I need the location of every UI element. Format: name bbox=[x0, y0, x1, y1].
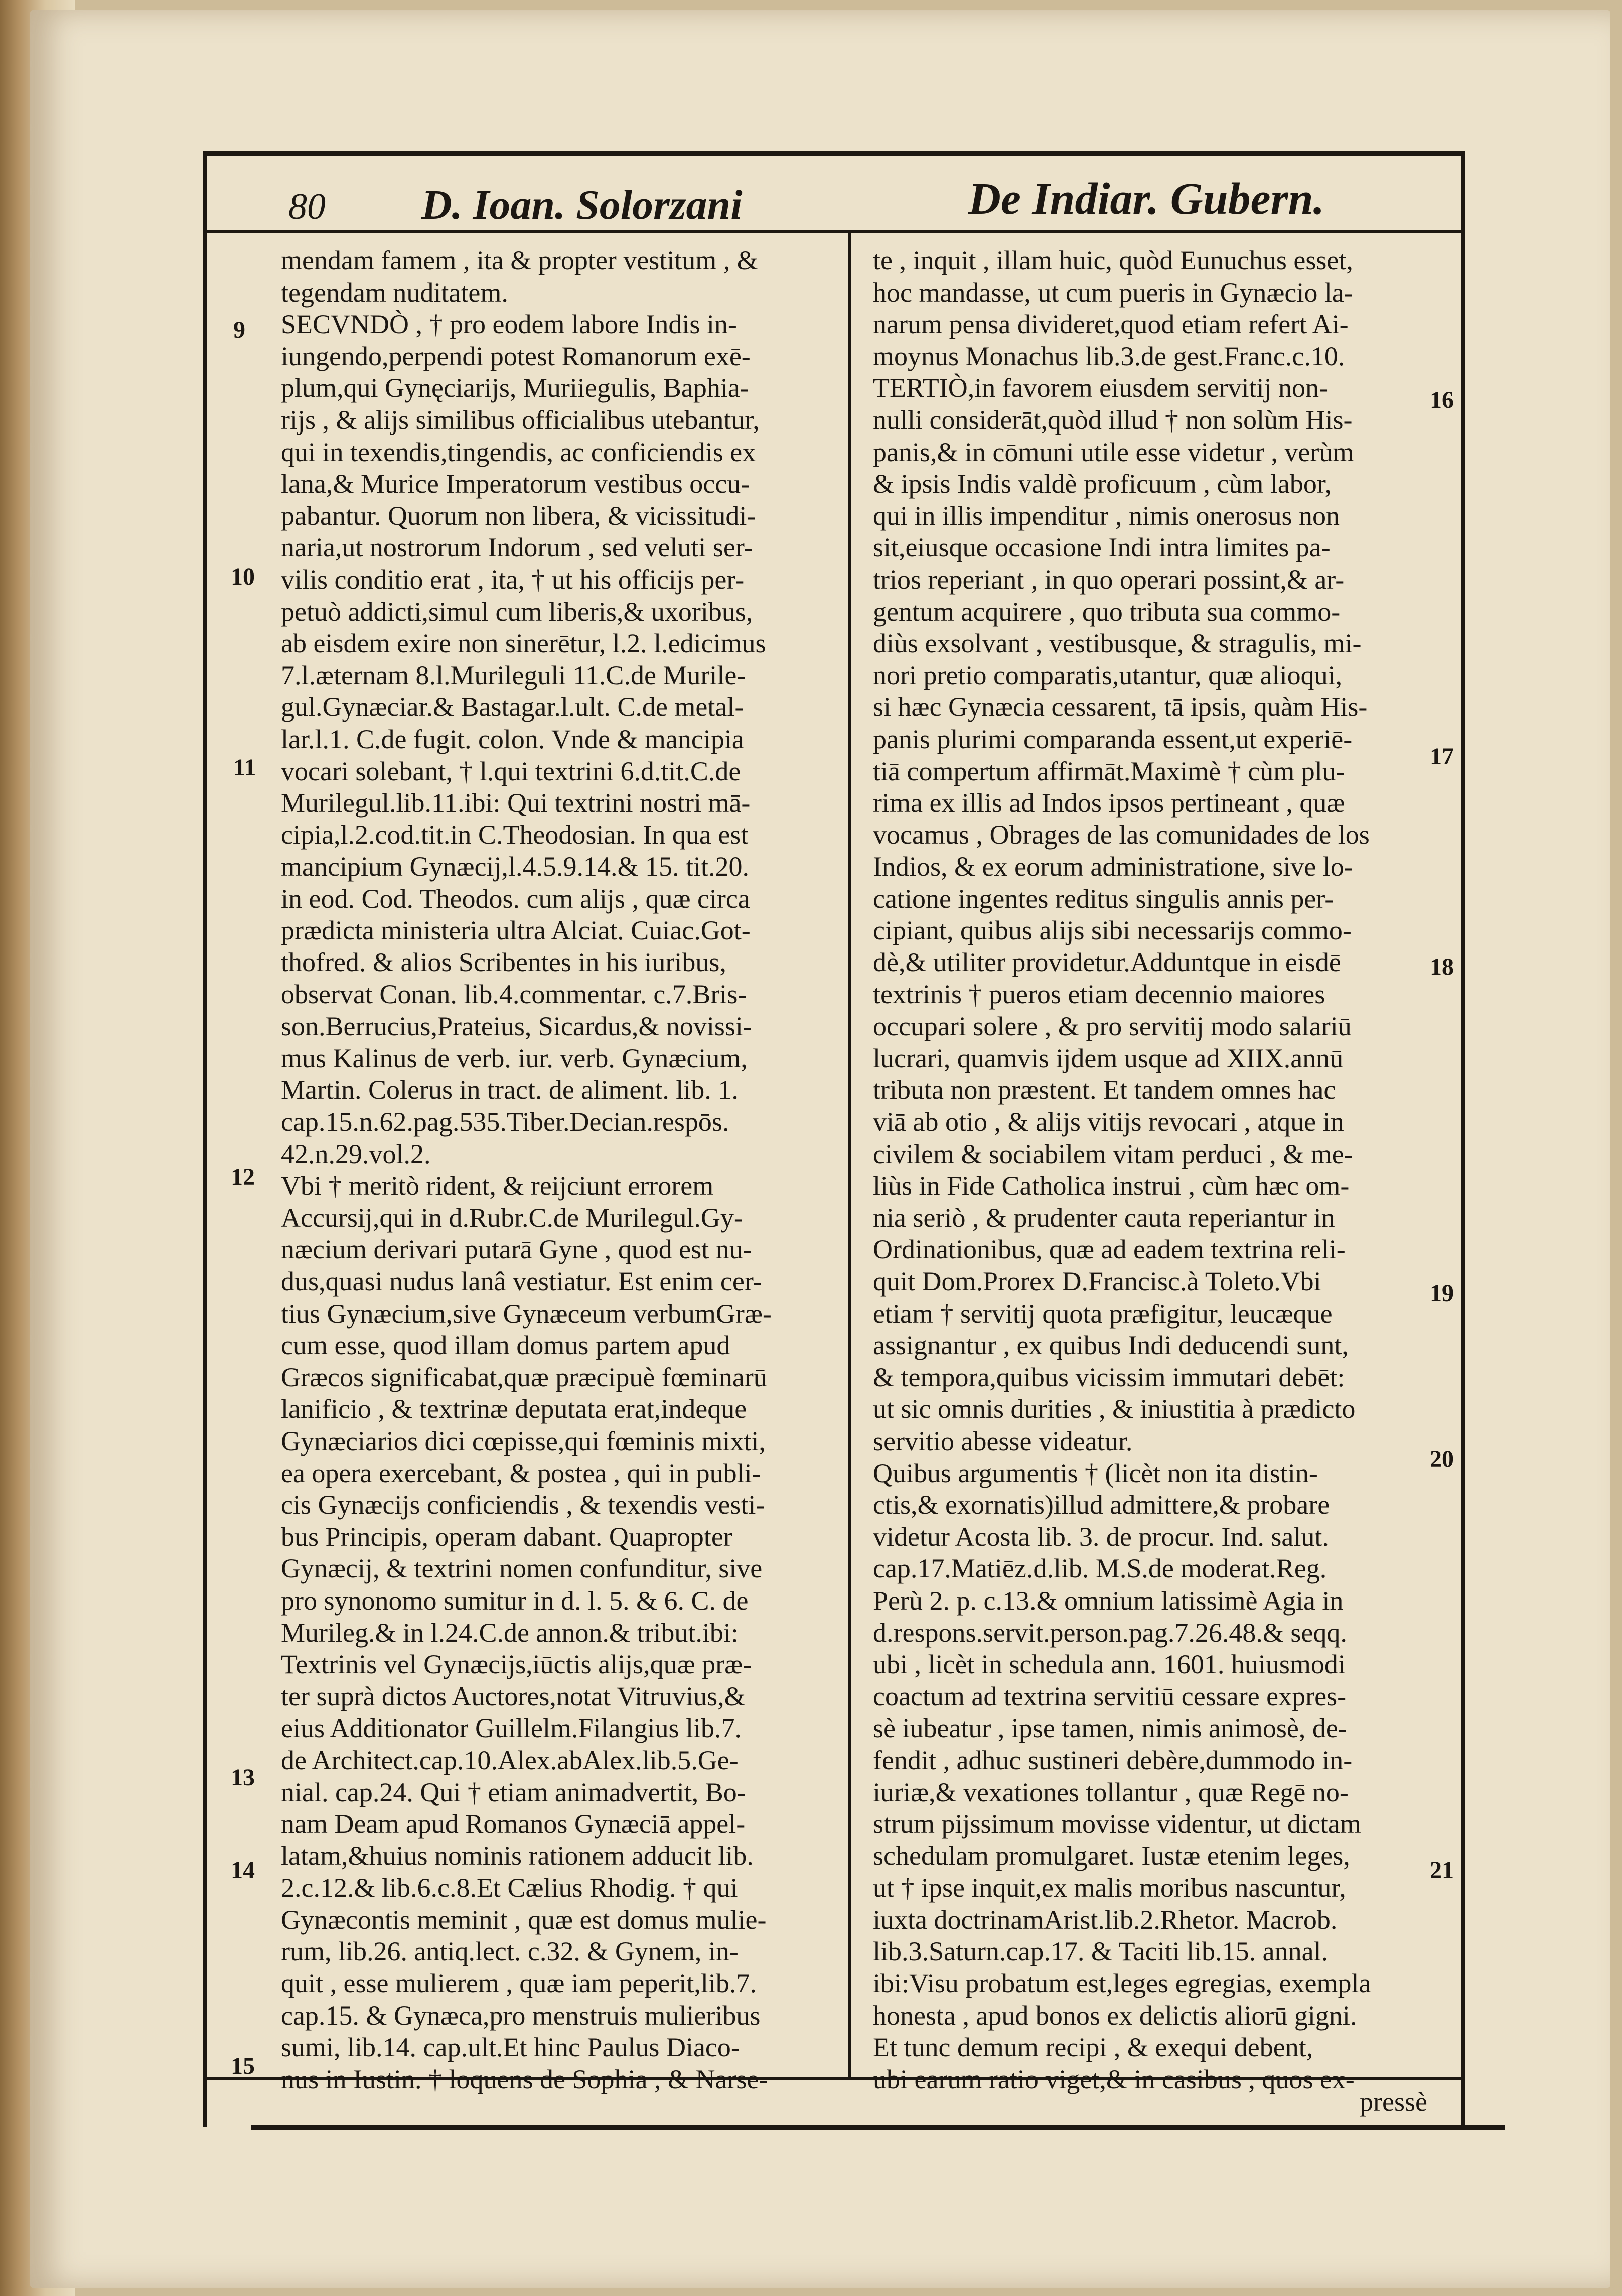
text-line: ibi:Visu probatum est,leges egregias, exempla bbox=[873, 1968, 1371, 1999]
text-line: & tempora,quibus vicissim immutari debēt: bbox=[873, 1362, 1345, 1392]
text-line: videtur Acosta lib. 3. de procur. Ind. salut. bbox=[873, 1521, 1329, 1552]
text-line: trios reperiant , in quo operari possint,& ar- bbox=[873, 564, 1345, 595]
text-line: dus,quasi nudus lanâ vestiatur. Est enim cer- bbox=[281, 1266, 762, 1297]
text-line: cap.17.Matiēz.d.lib. M.S.de moderat.Reg. bbox=[873, 1553, 1327, 1584]
text-line: 7.l.æternam 8.l.Murileguli 11.C.de Murile- bbox=[281, 660, 746, 690]
text-line: nulli considerāt,quòd illud † non solùm His- bbox=[873, 404, 1353, 435]
text-line: quit Dom.Prorex D.Francisc.à Toleto.Vbi bbox=[873, 1266, 1321, 1297]
text-line: vocari solebant, † l.qui textrini 6.d.tit.C.de bbox=[281, 756, 741, 786]
text-line: lucrari, quamvis ijdem usque ad XIIX.annū bbox=[873, 1043, 1344, 1073]
text-line: catione ingentes reditus singulis annis per- bbox=[873, 883, 1334, 914]
text-line: pabantur. Quorum non libera, & vicissitudi- bbox=[281, 500, 756, 531]
text-line: qui in texendis,tingendis, ac conficiendis ex bbox=[281, 437, 756, 467]
text-line: mus Kalinus de verb. iur. verb. Gynæcium, bbox=[281, 1043, 748, 1073]
margin-number: 13 bbox=[231, 1764, 255, 1791]
text-line: rima ex illis ad Indos ipsos pertineant , quæ bbox=[873, 788, 1345, 818]
text-line: Et tunc demum recipi , & exequi debent, bbox=[873, 2032, 1313, 2063]
text-line: prædicta ministeria ultra Alciat. Cuiac.Got- bbox=[281, 915, 751, 946]
text-line: honesta , apud bonos ex delictis aliorū gigni. bbox=[873, 2000, 1357, 2031]
text-line: panis plurimi comparanda essent,ut experiē- bbox=[873, 724, 1353, 754]
running-head-author: D. Ioan. Solorzani bbox=[421, 182, 743, 228]
text-line: Accursij,qui in d.Rubr.C.de Murilegul.Gy- bbox=[281, 1202, 743, 1233]
text-line: & ipsis Indis valdè proficuum , cùm labor, bbox=[873, 469, 1332, 499]
catchword: pressè bbox=[1360, 2087, 1427, 2117]
text-line: ab eisdem exire non sinerētur, l.2. l.edicimus bbox=[281, 628, 766, 659]
text-line: plum,qui Gynęciarijs, Muriiegulis, Baphia- bbox=[281, 373, 749, 403]
margin-number: 16 bbox=[1430, 387, 1454, 413]
text-line: cipia,l.2.cod.tit.in C.Theodosian. In qua est bbox=[281, 819, 749, 850]
text-line: nia seriò , & prudenter cauta reperiantur in bbox=[873, 1202, 1335, 1233]
text-line: coactum ad textrina servitiū cessare expres- bbox=[873, 1681, 1347, 1711]
text-line: te , inquit , illam huic, quòd Eunuchus esset, bbox=[873, 245, 1353, 275]
text-line: lib.3.Saturn.cap.17. & Taciti lib.15. annal. bbox=[873, 1936, 1329, 1967]
text-line: quit , esse mulierem , quæ iam peperit,lib.7. bbox=[281, 1968, 757, 1999]
text-line: Ordinationibus, quæ ad eadem textrina reli- bbox=[873, 1234, 1346, 1265]
text-line: gul.Gynæciar.& Bastagar.l.ult. C.de metal- bbox=[281, 692, 744, 723]
text-line: lanificio , & textrinæ deputata erat,indeque bbox=[281, 1394, 747, 1424]
text-line: naria,ut nostrorum Indorum , sed veluti ser- bbox=[281, 532, 753, 563]
text-line: sumi, lib.14. cap.ult.Et hinc Paulus Diaco- bbox=[281, 2032, 740, 2063]
page-number: 80 bbox=[288, 186, 326, 227]
margin-number: 14 bbox=[231, 1857, 255, 1884]
text-line: cap.15.n.62.pag.535.Tiber.Decian.respōs. bbox=[281, 1107, 729, 1137]
text-line: textrinis † pueros etiam decennio maiores bbox=[873, 979, 1325, 1010]
text-line: vocamus , Obrages de las comunidades de los bbox=[873, 819, 1370, 850]
text-line: thofred. & alios Scribentes in his iuribus, bbox=[281, 947, 726, 978]
text-line: lana,& Murice Imperatorum vestibus occu- bbox=[281, 469, 750, 499]
text-line: qui in illis impenditur , nimis onerosus non bbox=[873, 500, 1340, 531]
text-line: nam Deam apud Romanos Gynæciā appel- bbox=[281, 1809, 746, 1839]
text-line: fendit , adhuc sustineri debère,dummodo in- bbox=[873, 1745, 1353, 1775]
text-line: Quibus argumentis † (licèt non ita distin- bbox=[873, 1458, 1318, 1488]
margin-number: 10 bbox=[231, 563, 255, 590]
text-line: dè,& utiliter providetur.Adduntque in eisdē bbox=[873, 947, 1341, 978]
text-line: cis Gynæcijs conficiendis , & texendis vesti- bbox=[281, 1490, 765, 1520]
margin-number: 9 bbox=[233, 317, 245, 343]
text-line: tiā compertum affirmāt.Maximè † cùm plu- bbox=[873, 756, 1345, 786]
text-line: SECVNDÒ , † pro eodem labore Indis in- bbox=[281, 309, 737, 340]
text-line: nori pretio comparatis,utantur, quæ alioqui, bbox=[873, 660, 1343, 690]
text-line: Perù 2. p. c.13.& omnium latissimè Agia in bbox=[873, 1585, 1344, 1616]
text-line: si hæc Gynæcia cessarent, tā ipsis, quàm His- bbox=[873, 692, 1368, 723]
text-line: panis,& in cōmuni utile esse videtur , verùm bbox=[873, 437, 1354, 467]
margin-number: 11 bbox=[233, 754, 256, 781]
running-head-title: De Indiar. Gubern. bbox=[968, 174, 1325, 224]
left-column bbox=[281, 245, 840, 2095]
text-line: Textrinis vel Gynæcijs,iūctis alijs,quæ præ- bbox=[281, 1649, 752, 1680]
margin-number: 21 bbox=[1430, 1857, 1454, 1884]
text-line: sit,eiusque occasione Indi intra limites pa- bbox=[873, 532, 1331, 563]
text-line: latam,&huius nominis rationem adducit lib. bbox=[281, 1840, 754, 1871]
text-line: Gynæcij, & textrini nomen confunditur, sive bbox=[281, 1553, 763, 1584]
text-line: petuò addicti,simul cum liberis,& uxoribus, bbox=[281, 596, 753, 627]
text-line: ut † ipse inquit,ex malis moribus nascuntur, bbox=[873, 1873, 1346, 1903]
text-line: narum pensa divideret,quod etiam refert Ai- bbox=[873, 309, 1349, 340]
text-line: ctis,& exornatis)illud admittere,& probare bbox=[873, 1490, 1330, 1520]
text-line: bus Principis, operam dabant. Quapropter bbox=[281, 1521, 732, 1552]
text-line: servitio abesse videatur. bbox=[873, 1425, 1133, 1456]
text-line: cum esse, quod illam domus partem apud bbox=[281, 1330, 730, 1361]
text-line: nus in Iustin. † loquens de Sophia , & Narse- bbox=[281, 2064, 768, 2094]
text-line: ubi , licèt in schedula ann. 1601. huiusmodi bbox=[873, 1649, 1346, 1680]
margin-number: 12 bbox=[231, 1164, 255, 1190]
text-line: viā ab otio , & alijs vitijs revocari , atque in bbox=[873, 1107, 1344, 1137]
text-line: schedulam promulgaret. Iustæ etenim leges, bbox=[873, 1840, 1350, 1871]
text-line: diùs exsolvant , vestibusque, & stragulis, mi- bbox=[873, 628, 1362, 659]
text-line: 42.n.29.vol.2. bbox=[281, 1138, 431, 1169]
text-line: tius Gynæcium,sive Gynæceum verbumGræ- bbox=[281, 1298, 772, 1329]
text-line: tributa non præstent. Et tandem omnes hac bbox=[873, 1075, 1336, 1105]
text-line: de Architect.cap.10.Alex.abAlex.lib.5.Ge- bbox=[281, 1745, 739, 1775]
text-line: Gynæcontis meminit , quæ est domus mulie- bbox=[281, 1904, 767, 1935]
text-line: cipiant, quibus alijs sibi necessarijs commo- bbox=[873, 915, 1352, 946]
text-line: vilis conditio erat , ita, † ut his officijs per- bbox=[281, 564, 745, 595]
text-line: tegendam nuditatem. bbox=[281, 277, 508, 308]
text-line: sè iubeatur , ipse tamen, nimis animosè, de- bbox=[873, 1713, 1347, 1744]
text-line: rum, lib.26. antiq.lect. c.32. & Gynem, in- bbox=[281, 1936, 739, 1967]
text-line: Murileg.& in l.24.C.de annon.& tribut.ibi: bbox=[281, 1617, 739, 1648]
text-line: son.Berrucius,Prateius, Sicardus,& novissi- bbox=[281, 1011, 752, 1042]
text-line: rijs , & alijs similibus officialibus utebantur, bbox=[281, 404, 760, 435]
text-line: iuxta doctrinamArist.lib.2.Rhetor. Macrob. bbox=[873, 1904, 1338, 1935]
text-line: d.respons.servit.person.pag.7.26.48.& seqq. bbox=[873, 1617, 1347, 1648]
margin-number: 18 bbox=[1430, 954, 1454, 980]
text-line: næcium derivari putarā Gyne , quod est nu- bbox=[281, 1234, 752, 1265]
text-line: pro synonomo sumitur in d. l. 5. & 6. C. de bbox=[281, 1585, 749, 1616]
text-line: TERTIÒ,in favorem eiusdem servitij non- bbox=[873, 373, 1329, 403]
text-line: Murilegul.lib.11.ibi: Qui textrini nostri mā- bbox=[281, 788, 751, 818]
text-line: hoc mandasse, ut cum pueris in Gynæcio la- bbox=[873, 277, 1353, 308]
right-column bbox=[873, 245, 1430, 2095]
text-line: etiam † servitij quota præfigitur, leucæque bbox=[873, 1298, 1333, 1329]
text-line: mendam famem , ita & propter vestitum , & bbox=[281, 245, 758, 275]
text-line: cap.15. & Gynæca,pro menstruis mulieribus bbox=[281, 2000, 761, 2031]
text-line: ter suprà dictos Auctores,notat Vitruvius,& bbox=[281, 1681, 746, 1711]
text-line: 2.c.12.& lib.6.c.8.Et Cælius Rhodig. † qui bbox=[281, 1873, 738, 1903]
text-line: ut sic omnis durities , & iniustitia à prædicto bbox=[873, 1394, 1356, 1424]
text-line: gentum acquirere , quo tributa sua commo- bbox=[873, 596, 1341, 627]
header-rule bbox=[203, 230, 1465, 233]
text-line: Græcos significabat,quæ præcipuè fœminarū bbox=[281, 1362, 767, 1392]
text-line: moynus Monachus lib.3.de gest.Franc.c.10. bbox=[873, 341, 1345, 371]
text-line: Vbi † meritò rident, & reijciunt errorem bbox=[281, 1171, 714, 1201]
text-line: iungendo,perpendi potest Romanorum exē- bbox=[281, 341, 751, 371]
text-line: eius Additionator Guillelm.Filangius lib.7. bbox=[281, 1713, 742, 1744]
text-line: nial. cap.24. Qui † etiam animadvertit, Bo- bbox=[281, 1777, 746, 1807]
text-line: Indios, & ex eorum administratione, sive lo- bbox=[873, 851, 1353, 882]
margin-number: 15 bbox=[231, 2053, 255, 2079]
text-line: lar.l.1. C.de fugit. colon. Vnde & mancipia bbox=[281, 724, 744, 754]
text-line: strum pijssimum movisse videntur, ut dictam bbox=[873, 1809, 1361, 1839]
bottom-rule bbox=[251, 2125, 1505, 2130]
text-line: iuriæ,& vexationes tollantur , quæ Regē no- bbox=[873, 1777, 1349, 1807]
text-line: ubi earum ratio viget,& in casibus , quos ex- bbox=[873, 2064, 1355, 2094]
text-line: Martin. Colerus in tract. de aliment. lib. 1. bbox=[281, 1075, 739, 1105]
text-line: in eod. Cod. Theodos. cum alijs , quæ circa bbox=[281, 883, 750, 914]
margin-number: 20 bbox=[1430, 1446, 1454, 1472]
margin-number: 19 bbox=[1430, 1280, 1454, 1307]
text-line: observat Conan. lib.4.commentar. c.7.Bris- bbox=[281, 979, 747, 1010]
margin-number: 17 bbox=[1430, 743, 1454, 770]
column-divider bbox=[848, 233, 851, 2077]
text-line: civilem & sociabilem vitam perduci , & me- bbox=[873, 1138, 1353, 1169]
text-line: occupari solere , & pro servitij modo salariū bbox=[873, 1011, 1352, 1042]
text-line: liùs in Fide Catholica instrui , cùm hæc om- bbox=[873, 1171, 1350, 1201]
text-line: assignantur , ex quibus Indi deducendi sunt, bbox=[873, 1330, 1349, 1361]
text-line: ea opera exercebant, & postea , qui in publi- bbox=[281, 1458, 761, 1488]
text-line: mancipium Gynæcij,l.4.5.9.14.& 15. tit.20. bbox=[281, 851, 749, 882]
text-line: Gynæciarios dici cœpisse,qui fœminis mixti, bbox=[281, 1425, 766, 1456]
